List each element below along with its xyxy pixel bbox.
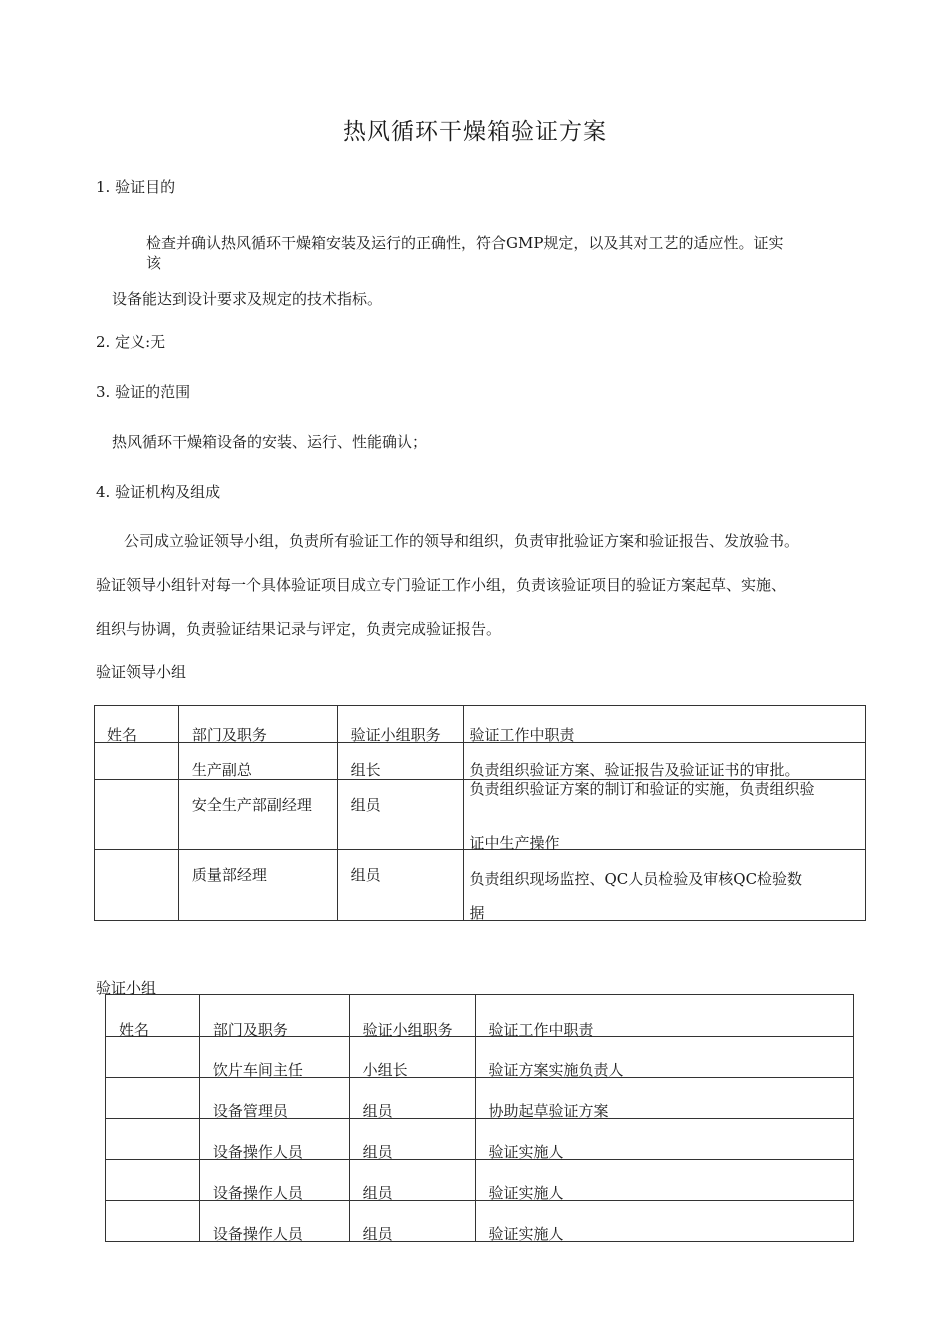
leader-group-caption: 验证领导小组	[96, 663, 187, 681]
header-dept: 部门及职务	[191, 726, 267, 744]
cell-dept: 设备操作人员	[212, 1184, 303, 1202]
cell-role: 组员	[362, 1102, 393, 1120]
cell-role: 组长	[350, 761, 381, 779]
header-duty: 验证工作中职责	[488, 1021, 594, 1039]
cell-duty: 负责组织验证方案、验证报告及验证证书的审批。	[469, 761, 800, 779]
work-group-caption: 验证小组	[96, 979, 157, 997]
cell-role: 组员	[350, 796, 381, 814]
cell-role: 小组长	[362, 1061, 408, 1079]
section-4-para-3: 组织与协调，负责验证结果记录与评定，负责完成验证报告。	[96, 620, 502, 638]
section-4-para-1: 公司成立验证领导小组，负责所有验证工作的领导和组织，负责审批验证方案和验证报告、发放验书。	[124, 532, 800, 550]
cell-duty: 验证方案实施负责人	[488, 1061, 624, 1079]
cell-duty-continued: 证中生产操作	[469, 834, 560, 852]
section-3-body: 热风循环干燥箱设备的安装、运行、性能确认；	[112, 433, 428, 451]
cell-dept: 安全生产部副经理	[191, 796, 312, 814]
table-row	[95, 850, 866, 921]
header-role: 验证小组职务	[350, 726, 441, 744]
cell-role: 组员	[362, 1225, 393, 1243]
cell-duty: 验证实施人	[488, 1143, 564, 1161]
cell-dept: 质量部经理	[191, 866, 267, 884]
cell-dept: 生产副总	[191, 761, 252, 779]
leader-group-table	[94, 705, 866, 921]
table-header-row	[106, 995, 854, 1037]
table-row	[95, 780, 866, 850]
cell-dept: 设备操作人员	[212, 1225, 303, 1243]
section-1-line-2: 设备能达到设计要求及规定的技术指标。	[112, 290, 383, 308]
document-title: 热风循环干燥箱验证方案	[343, 119, 607, 145]
header-name: 姓名	[119, 1021, 150, 1039]
section-1-line-1: 检查并确认热风循环干燥箱安装及运行的正确性，符合GMP规定，以及其对工艺的适应性。证实	[146, 234, 784, 252]
cell-dept: 饮片车间主任	[212, 1061, 303, 1079]
work-group-table	[105, 994, 854, 1242]
cell-role: 组员	[350, 866, 381, 884]
section-4-para-2: 验证领导小组针对每一个具体验证项目成立专门验证工作小组，负责该验证项目的验证方案起草、实施、	[96, 576, 787, 594]
cell-dept: 设备操作人员	[212, 1143, 303, 1161]
cell-duty: 负责组织现场监控、QC人员检验及审核QC检验数	[469, 870, 803, 888]
section-1-line-1b: 该	[146, 254, 162, 272]
table-row	[106, 1201, 854, 1242]
section-4-heading: 4. 验证机构及组成	[96, 483, 221, 501]
cell-duty: 验证实施人	[488, 1184, 564, 1202]
cell-duty: 验证实施人	[488, 1225, 564, 1243]
table-row	[106, 1160, 854, 1201]
header-dept: 部门及职务	[212, 1021, 288, 1039]
cell-dept: 设备管理员	[212, 1102, 288, 1120]
table-row	[95, 743, 866, 780]
cell-role: 组员	[362, 1143, 393, 1161]
cell-duty: 负责组织验证方案的制订和验证的实施，负责组织验	[469, 780, 815, 798]
table-row	[106, 1119, 854, 1160]
cell-duty: 协助起草验证方案	[488, 1102, 609, 1120]
section-1-heading: 1. 验证目的	[96, 178, 176, 196]
section-2-heading: 2. 定义:无	[96, 333, 166, 351]
section-3-heading: 3. 验证的范围	[96, 383, 191, 401]
header-duty: 验证工作中职责	[469, 726, 575, 744]
cell-role: 组员	[362, 1184, 393, 1202]
header-name: 姓名	[107, 726, 138, 744]
header-role: 验证小组职务	[362, 1021, 453, 1039]
cell-duty-continued: 据	[469, 904, 485, 922]
table-row	[106, 1078, 854, 1119]
table-header-row	[95, 706, 866, 743]
table-row	[106, 1037, 854, 1078]
